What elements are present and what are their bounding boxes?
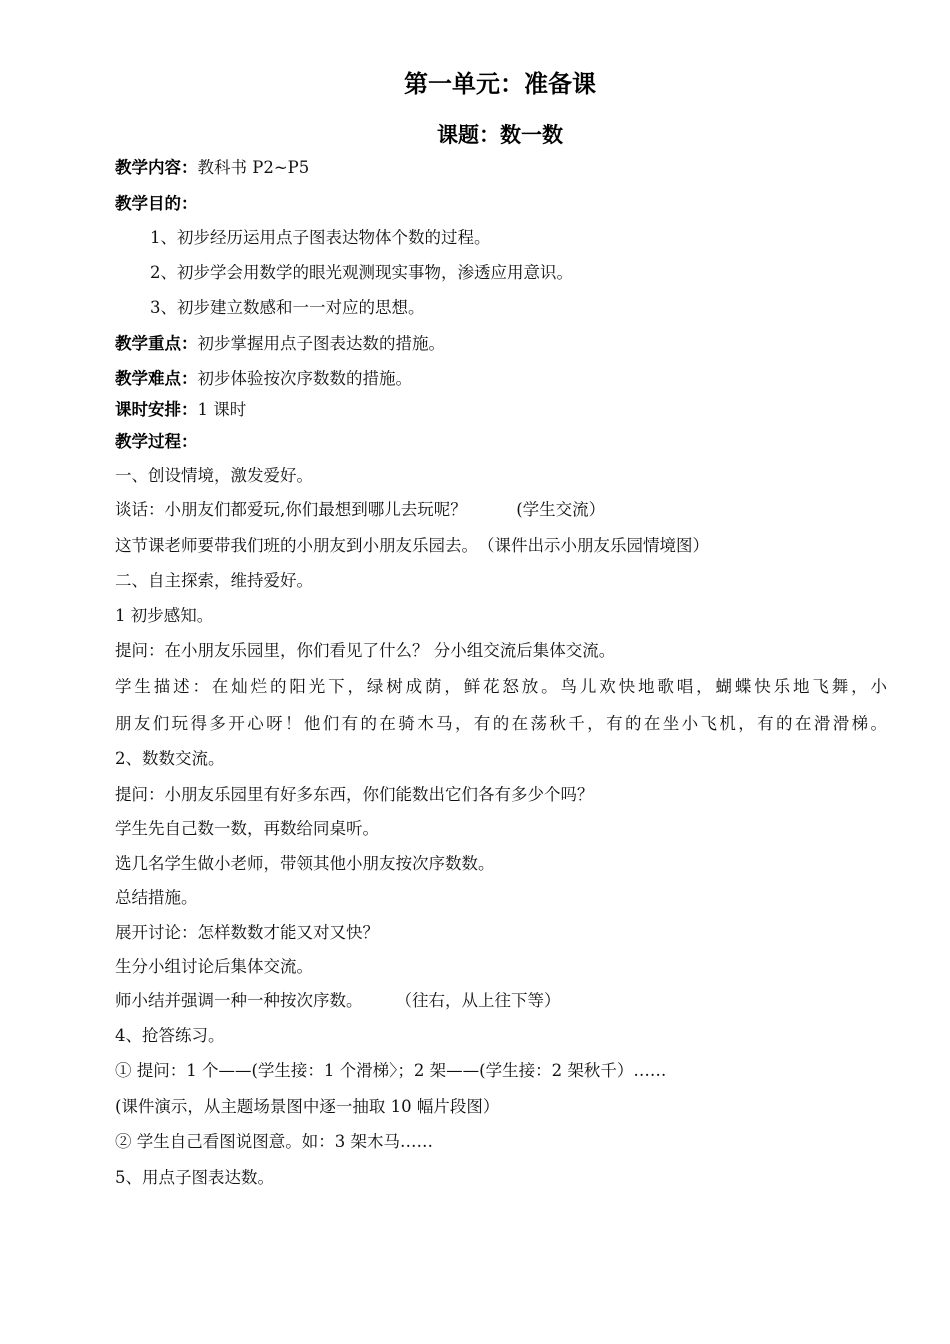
process-step: ① 提问：1 个——(学生接：1 个滑梯〉；2 架——(学生接：2 架秋千）…… [115,1061,667,1080]
process-label: 教学过程： [115,432,198,451]
key-point-label: 教学重点： [115,334,198,353]
key-point-line [115,333,445,355]
goal-item: 2、初步学会用数学的眼光观测现实事物，渗透应用意识。 [150,263,573,282]
process-step: 2、数数交流。 [115,749,225,768]
process-step: 提问：在小朋友乐园里，你们看见了什么？ 分小组交流后集体交流。 [115,641,616,660]
goal-item: 3、初步建立数感和一一对应的思想。 [150,298,425,317]
process-step: 提问：小朋友乐园里有好多东西，你们能数出它们各有多少个吗？ [115,785,594,804]
schedule-value: 1 课时 [197,400,247,419]
process-step: ② 学生自己看图说图意。如：3 架木马…… [115,1132,433,1151]
process-step: (课件演示，从主题场景图中逐一抽取 10 幅片段图） [115,1097,500,1116]
process-step: 这节课老师要带我们班的小朋友到小朋友乐园去。 （课件出示小朋友乐园情境图） [115,536,709,555]
difficulty-label: 教学难点： [115,369,198,388]
difficulty-line [115,368,412,390]
unit-title: 第一单元：准备课 [404,70,596,98]
content-label: 教学内容： [115,158,198,177]
process-step: 4、抢答练习。 [115,1026,225,1045]
process-step: 生分小组讨论后集体交流。 [115,957,313,976]
difficulty-value: 初步体验按次序数数的措施。 [197,369,412,388]
key-point-value: 初步掌握用点子图表达数的措施。 [197,334,445,353]
process-step: 师小结并强调一种一种按次序数。 （往右，从上往下等） [115,991,561,1010]
process-line [115,431,198,453]
goal-item: 1、初步经历运用点子图表达物体个数的过程。 [150,228,491,247]
process-step: 谈话：小朋友们都爱玩,你们最想到哪儿去玩呢？ (学生交流） [115,500,606,519]
process-step: 二、自主探索，维持爱好。 [115,571,313,590]
process-step: 总结措施。 [115,888,198,907]
goals-label: 教学目的： [115,194,198,213]
process-step: 朋友们玩得多开心呀！他们有的在骑木马，有的在荡秋千，有的在坐小飞机，有的在滑滑梯。 [115,714,887,733]
process-step: 学生先自己数一数，再数给同桌听。 [115,819,379,838]
process-step: 展开讨论：怎样数数才能又对又快？ [115,923,379,942]
schedule-label: 课时安排： [115,400,198,419]
content-value: 教科书 P2~P5 [197,158,310,177]
process-step: 5、用点子图表达数。 [115,1168,274,1187]
schedule-line [115,399,246,421]
process-step: 一、创设情境，激发爱好。 [115,466,313,485]
goals-line [115,193,198,215]
content-line [115,157,309,179]
process-step: 1 初步感知。 [115,606,214,625]
process-step: 学生描述：在灿烂的阳光下，绿树成荫，鲜花怒放。鸟儿欢快地歌唱，蝴蝶快乐地飞舞，小 [115,677,887,696]
process-step: 选几名学生做小老师，带领其他小朋友按次序数数。 [115,854,495,873]
lesson-title: 课题：数一数 [437,123,563,147]
